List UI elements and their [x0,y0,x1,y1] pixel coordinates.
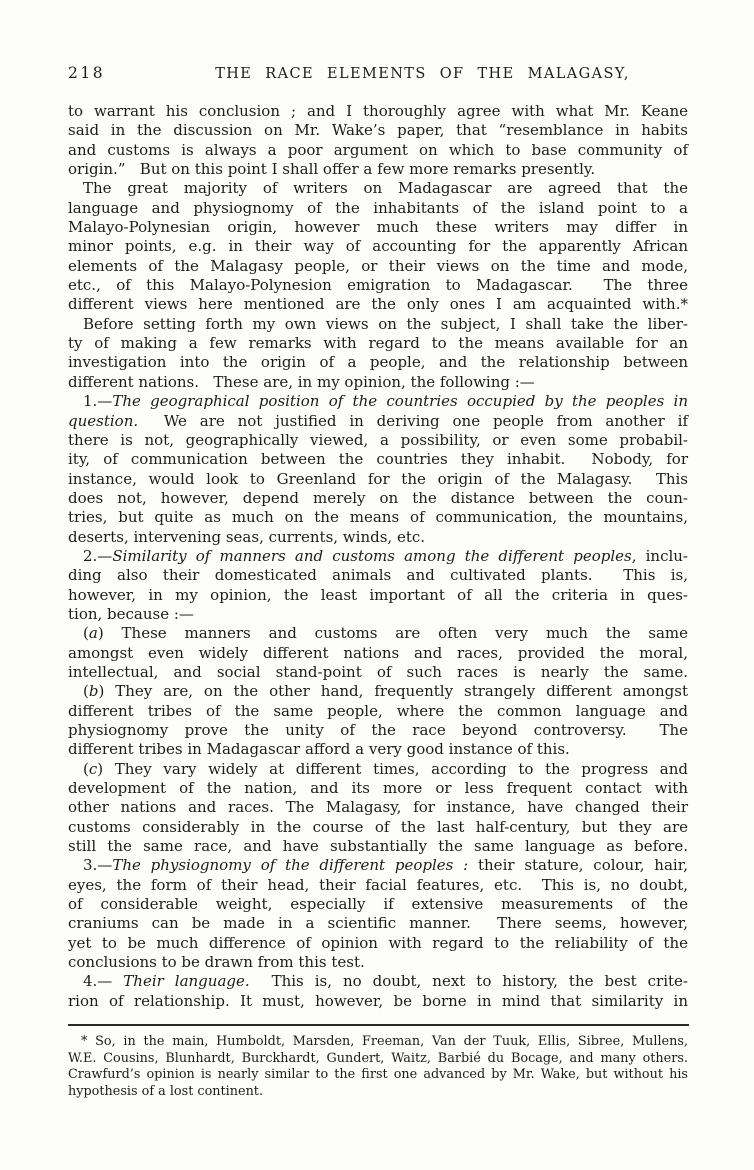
text-line [68,566,688,585]
text-line [68,412,688,431]
text-segment: different tribes in Madagascar afford a very good instance of this. [68,740,570,759]
text-line [68,760,688,779]
text-line [68,392,688,411]
text-segment: yet to be much difference of opinion with regard to the reliability of the [68,933,688,952]
text-segment: ) These manners and customs are often very much the same [97,624,688,643]
text-line [68,528,688,547]
text-line [68,295,688,314]
text-line [68,624,688,643]
text-segment: still the same race, and have substantially the same language as before. [68,837,688,856]
text-segment: of considerable weight, especially if extensive measurements of the [68,895,688,914]
text-segment: intellectual, and social stand-point of such races is nearly the same. [68,662,688,681]
text-segment: there is not, geographically viewed, a possibility, or even some probabil- [68,430,688,449]
page-header [68,64,688,82]
text-line [68,1067,688,1084]
text-line [68,102,688,121]
text-line [68,663,688,682]
italic-text-segment: question. [68,411,139,430]
text-line [68,721,688,740]
text-line [68,1051,688,1068]
text-segment: physiognomy prove the unity of the race beyond controversy. The [68,721,688,739]
text-segment: We are not justified in deriving one people from another if [138,411,688,430]
text-segment: ) They are, on the other hand, frequently strangely different amongst [98,682,688,701]
text-segment: conclusions to be drawn from this test. [68,953,365,972]
page-body-text [68,102,688,1011]
text-line [68,586,688,605]
text-line [68,470,688,489]
text-line [68,450,688,469]
text-line [68,702,688,721]
text-segment: said in the discussion on Mr. Wake’s paper, that “resemblance in habits [68,121,688,140]
text-segment: ity, of communication between the countries they inhabit. Nobody, for [68,450,688,469]
text-segment: amongst even widely different nations and races, provided the moral, [68,643,688,662]
text-line [68,934,688,953]
text-segment: W.E. Cousins, Blunhardt, Burckhardt, Gundert, Waitz, Barbié du Bocage, and many others. [68,1050,688,1066]
text-segment: 3.— [83,856,113,875]
text-line [68,953,688,972]
text-line [68,218,688,237]
italic-text-segment: Their language. [123,972,250,991]
text-line [68,121,688,140]
text-segment: elements of the Malagasy people, or their views on the time and mode, [68,256,688,275]
text-segment: 1.— [83,392,113,411]
text-segment: Before setting forth my own views on the subject, I shall take the liber- [83,314,688,333]
text-segment: to warrant his conclusion ; and I thoroughly agree with what Mr. Keane [68,102,688,120]
text-segment: Malayo-Polynesian origin, however much these writers may differ in [68,218,688,237]
text-segment: however, in my opinion, the least important of all the criteria in ques- [68,585,688,604]
text-line [68,818,688,837]
italic-text-segment: The geographical position of the countries occupied by the peoples in [112,392,688,411]
text-line [68,431,688,450]
text-line [68,508,688,527]
text-line [68,334,688,353]
text-line [68,644,688,663]
running-title: THE RACE ELEMENTS OF THE MALAGASY, [215,66,630,82]
text-segment: and customs is always a poor argument on which to base community of [68,140,688,159]
text-line [68,740,688,759]
text-segment: etc., of this Malayo-Polynesion emigration to Madagascar. The three [68,276,688,295]
text-line [68,237,688,256]
text-segment: Crawfurd’s opinion is nearly similar to the first one advanced by Mr. Wake, but without his [68,1067,688,1083]
text-line [68,276,688,295]
text-segment: 4.— [83,972,124,991]
text-line [68,682,688,701]
text-line [68,895,688,914]
italic-text-segment: b [88,682,99,701]
text-segment: investigation into the origin of a people, and the relationship between [68,353,688,372]
text-segment: ) They vary widely at different times, according to the progress and [97,759,688,778]
italic-text-segment: a [88,624,98,643]
text-segment: , inclu- [631,546,689,565]
text-line [68,914,688,933]
text-segment: does not, however, depend merely on the distance between the coun- [68,488,688,507]
text-segment: deserts, intervening seas, currents, winds, etc. [68,527,426,546]
text-line [68,160,688,179]
text-line [68,199,688,218]
text-line [68,179,688,198]
text-segment: other nations and races. The Malagasy, for instance, have changed their [68,798,688,817]
footnote [68,1034,688,1100]
italic-text-segment: The physiognomy of the different peoples : [112,856,469,875]
text-segment: craniums can be made in a scientific manner. There seems, however, [68,914,688,933]
text-line [68,992,688,1011]
footnote-separator [68,1024,689,1026]
text-line [68,257,688,276]
text-segment: instance, would look to Greenland for the origin of the Malagasy. This [68,469,688,488]
text-segment: This is, no doubt, next to history, the best crite- [249,972,688,991]
text-segment: development of the nation, and its more or less frequent contact with [68,779,688,798]
text-line [68,1084,688,1101]
text-segment: language and physiognomy of the inhabitants of the island point to a [68,198,688,217]
text-line [68,353,688,372]
text-line [68,876,688,895]
text-segment: ( [83,759,89,778]
text-segment: different nations. These are, in my opinion, the following :— [68,372,535,391]
text-segment: different tribes of the same people, where the common language and [68,701,688,720]
text-line [68,315,688,334]
text-segment: different views here mentioned are the only ones I am acquainted with.* [68,295,688,314]
text-line [68,798,688,817]
text-segment: The great majority of writers on Madagascar are agreed that the [83,179,688,198]
text-line [68,547,688,566]
text-segment: tion, because :— [68,604,194,623]
text-line [68,1034,688,1051]
italic-text-segment: c [88,759,98,778]
italic-text-segment: Similarity of manners and customs among the different peoples [112,546,632,565]
text-segment: * So, in the main, Humboldt, Marsden, Freeman, Van der Tuuk, Ellis, Sibree, Mullens, [81,1034,688,1049]
text-line [68,856,688,875]
text-line [68,972,688,991]
text-segment: eyes, the form of their head, their facial features, etc. This is, no doubt, [68,875,688,894]
text-line [68,141,688,160]
text-segment: rion of relationship. It must, however, be borne in mind that similarity in [68,991,688,1010]
text-segment: their stature, colour, hair, [468,856,688,875]
text-segment: customs considerably in the course of the last half-century, but they are [68,817,688,836]
text-line [68,837,688,856]
text-segment: ( [83,682,89,701]
text-segment: minor points, e.g. in their way of accounting for the apparently African [68,237,688,256]
text-segment: tries, but quite as much on the means of communication, the mountains, [68,508,688,527]
page-number: 218 [68,64,106,82]
text-line [68,373,688,392]
text-line [68,779,688,798]
text-segment: origin.” But on this point I shall offer a few more remarks presently. [68,160,596,179]
text-line [68,605,688,624]
text-segment: ( [83,624,89,643]
text-line [68,489,688,508]
text-segment: hypothesis of a lost continent. [68,1083,264,1099]
text-segment: ding also their domesticated animals and cultivated plants. This is, [68,566,688,585]
text-segment: ty of making a few remarks with regard to the means available for an [68,334,688,353]
text-segment: 2.— [83,546,113,565]
